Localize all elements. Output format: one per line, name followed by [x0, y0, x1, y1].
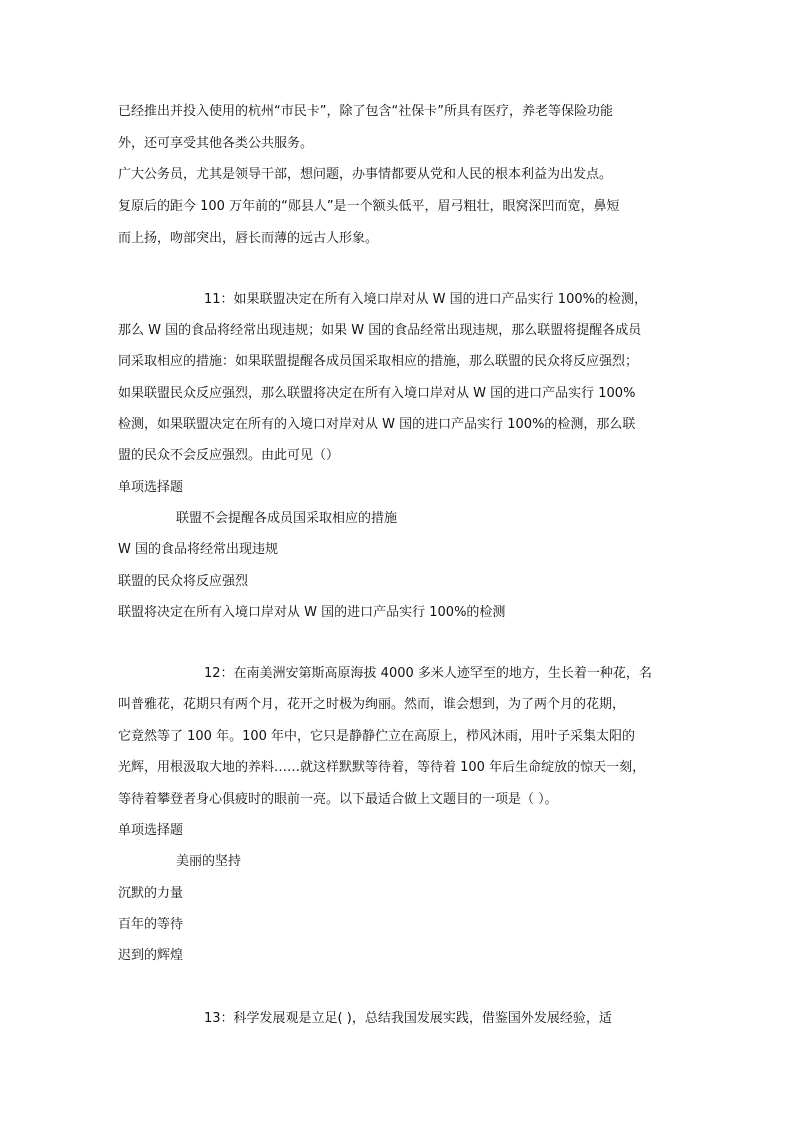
question-12-type: 单项选择题 [118, 823, 184, 838]
question-11-text: 同采取相应的措施：如果联盟提醒各成员国采取相应的措施，那么联盟的民众将反应强烈； [118, 354, 639, 369]
intro-line: 外，还可享受其他各类公共服务。 [118, 136, 314, 151]
question-11-text: 检测，如果联盟决定在所有的入境口对岸对从 W 国的进口产品实行 100%的检测，那么联 [118, 417, 636, 432]
question-12-text: 叫普雅花，花期只有两个月，花开之时极为绚丽。然而，谁会想到，为了两个月的花期， [118, 697, 626, 712]
question-12-option-d[interactable]: 迟到的辉煌 [118, 948, 184, 963]
question-11-text: 盟的民众不会反应强烈。由此可见（） [118, 448, 340, 463]
question-13-text: 13：科学发展观是立足( )，总结我国发展实践，借鉴国外发展经验，适 [204, 1011, 612, 1026]
intro-line: 而上扬，吻部突出，唇长而薄的远古人形象。 [118, 231, 379, 246]
question-12-text: 12：在南美洲安第斯高原海拔 4000 多米人迹罕至的地方，生长着一种花，名 [204, 666, 652, 681]
intro-line: 已经推出并投入使用的杭州“市民卡”，除了包含“社保卡”所具有医疗，养老等保险功能 [118, 104, 613, 119]
intro-line: 广大公务员，尤其是领导干部，想问题，办事情都要从党和人民的根本利益为出发点。 [118, 167, 613, 182]
question-11-option-b[interactable]: W 国的食品将经常出现违规 [118, 542, 278, 557]
question-11-text: 那么 W 国的食品将经常出现违规；如果 W 国的食品经常出现违规，那么联盟将提醒各成员 [118, 323, 642, 338]
intro-line: 复原后的距今 100 万年前的“郧县人”是一个额头低平，眉弓粗壮，眼窝深凹而宽，鼻短 [118, 199, 620, 214]
question-12-text: 光辉，用根汲取大地的养料……就这样默默等待着，等待着 100 年后生命绽放的惊天一刻， [118, 760, 646, 775]
question-12-option-a[interactable]: 美丽的坚持 [176, 854, 242, 869]
question-11-text: 11：如果联盟决定在所有入境口岸对从 W 国的进口产品实行 100%的检测， [204, 292, 647, 307]
question-11-option-c[interactable]: 联盟的民众将反应强烈 [118, 574, 249, 589]
question-12-text: 等待着攀登者身心俱疲时的眼前一亮。以下最适合做上文题目的一项是（ ）。 [118, 792, 558, 807]
question-11-option-a[interactable]: 联盟不会提醒各成员国采取相应的措施 [176, 511, 398, 526]
question-11-type: 单项选择题 [118, 480, 184, 495]
question-11-text: 如果联盟民众反应强烈，那么联盟将决定在所有入境口岸对从 W 国的进口产品实行 100% [118, 386, 636, 401]
question-12-option-b[interactable]: 沉默的力量 [118, 886, 184, 901]
question-11-option-d[interactable]: 联盟将决定在所有入境口岸对从 W 国的进口产品实行 100%的检测 [118, 605, 506, 620]
question-12-option-c[interactable]: 百年的等待 [118, 917, 184, 932]
question-12-text: 它竟然等了 100 年。100 年中，它只是静静伫立在高原上，栉风沐雨，用叶子采集太阳的 [118, 729, 636, 744]
